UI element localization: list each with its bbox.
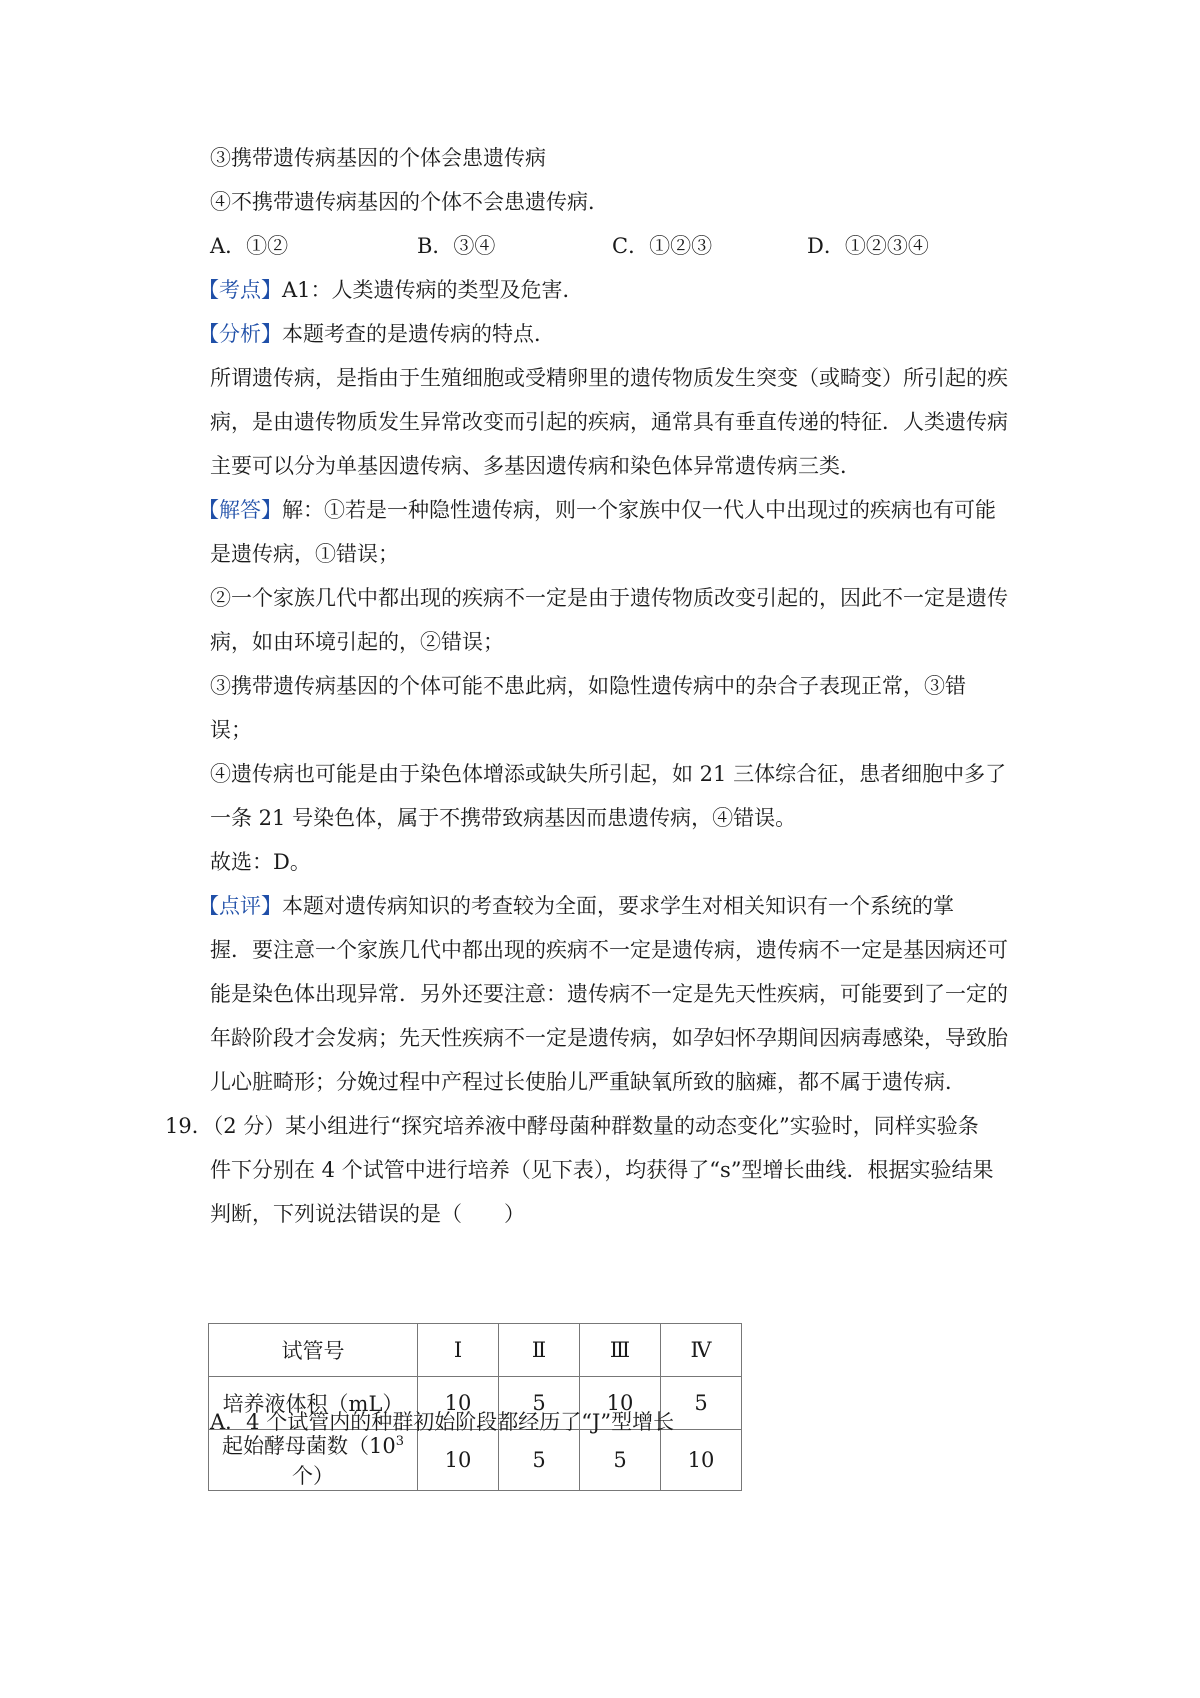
analysis-line-3: 主要可以分为单基因遗传病、多基因遗传病和染色体异常遗传病三类． [210, 454, 861, 478]
option-a: A．①② [210, 234, 289, 258]
dianping-line [198, 891, 954, 921]
option-c: C．①②③ [612, 234, 713, 258]
dianping-text: 本题对遗传病知识的考查较为全面，要求学生对相关知识有一个系统的掌 [282, 894, 954, 918]
answer-options [210, 231, 1010, 261]
comment-line-4: 年龄阶段才会发病；先天性疾病不一定是遗传病，如孕妇怀孕期间因病毒感染，导致胎 [210, 1026, 1008, 1050]
solution-line-6: 误； [210, 718, 252, 742]
table-cell: 5 [499, 1430, 580, 1491]
question-19-line-1: 19．（2 分）某小组进行“探究培养液中酵母菌种群数量的动态变化”实验时，同样实验条 [165, 1114, 979, 1138]
dianping-tag: 【点评】 [198, 894, 282, 918]
header-cell: Ⅲ [580, 1324, 661, 1377]
fenxi-text: 本题考查的是遗传病的特点． [282, 322, 555, 346]
solution-line-2: 是遗传病，①错误； [210, 542, 399, 566]
table-header-row [209, 1324, 742, 1377]
fenxi-tag: 【分析】 [198, 322, 282, 346]
kaodian-line [198, 275, 584, 305]
solution-line-3: ②一个家族几代中都出现的疾病不一定是由于遗传物质改变引起的，因此不一定是遗传 [210, 586, 1008, 610]
comment-line-3: 能是染色体出现异常．另外还要注意：遗传病不一定是先天性疾病，可能要到了一定的 [210, 982, 1008, 1006]
table-row [209, 1430, 742, 1491]
answer-choice: 故选：D。 [210, 850, 311, 874]
row-label-post: 个） [292, 1464, 334, 1488]
jieda-line [198, 495, 996, 525]
comment-line-2: 握．要注意一个家族几代中都出现的疾病不一定是遗传病，遗传病不一定是基因病还可 [210, 938, 1008, 962]
question-19-option-a: A．4 个试管内的种群初始阶段都经历了“J”型增长 [210, 1410, 675, 1434]
table-cell: 5 [499, 1377, 580, 1430]
option-d: D．①②③④ [807, 234, 929, 258]
row-label [209, 1430, 418, 1491]
kaodian-tag: 【考点】 [198, 278, 282, 302]
kaodian-text: A1：人类遗传病的类型及危害． [282, 278, 584, 302]
jieda-text: 解：①若是一种隐性遗传病，则一个家族中仅一代人中出现过的疾病也有可能 [282, 498, 996, 522]
table-cell: 10 [418, 1377, 499, 1430]
row-label-exponent: 3 [395, 1434, 404, 1449]
table-cell: 5 [580, 1430, 661, 1491]
analysis-line-1: 所谓遗传病，是指由于生殖细胞或受精卵里的遗传物质发生突变（或畸变）所引起的疾 [210, 366, 1008, 390]
header-cell: Ⅱ [499, 1324, 580, 1377]
question-19-line-2: 件下分别在 4 个试管中进行培养（见下表），均获得了“s”型增长曲线．根据实验结果 [210, 1158, 994, 1182]
solution-line-5: ③携带遗传病基因的个体可能不患此病，如隐性遗传病中的杂合子表现正常，③错 [210, 674, 966, 698]
table-cell: 10 [418, 1430, 499, 1491]
table-cell: 10 [661, 1430, 742, 1491]
solution-line-8: 一条 21 号染色体，属于不携带致病基因而患遗传病，④错误。 [210, 806, 797, 830]
table-cell: 10 [580, 1377, 661, 1430]
fenxi-line [198, 319, 555, 349]
comment-line-5: 儿心脏畸形；分娩过程中产程过长使胎儿严重缺氧所致的脑瘫，都不属于遗传病． [210, 1070, 966, 1094]
table-cell: 5 [661, 1377, 742, 1430]
option-b: B．③④ [417, 234, 496, 258]
solution-line-4: 病，如由环境引起的，②错误； [210, 630, 504, 654]
jieda-tag: 【解答】 [198, 498, 282, 522]
analysis-line-2: 病，是由遗传物质发生异常改变而引起的疾病，通常具有垂直传递的特征．人类遗传病 [210, 410, 1008, 434]
header-cell: 试管号 [209, 1324, 418, 1377]
solution-line-7: ④遗传病也可能是由于染色体增添或缺失所引起，如 21 三体综合征，患者细胞中多了 [210, 762, 1007, 786]
row-label: 培养液体积（mL） [209, 1377, 418, 1430]
row-label-pre: 起始酵母菌数（10 [221, 1434, 396, 1458]
statement-3: ③携带遗传病基因的个体会患遗传病 [210, 146, 546, 170]
statement-4: ④不携带遗传病基因的个体不会患遗传病． [210, 190, 609, 214]
header-cell: Ⅰ [418, 1324, 499, 1377]
header-cell: Ⅳ [661, 1324, 742, 1377]
question-19-line-3: 判断，下列说法错误的是（ ） [210, 1202, 525, 1226]
